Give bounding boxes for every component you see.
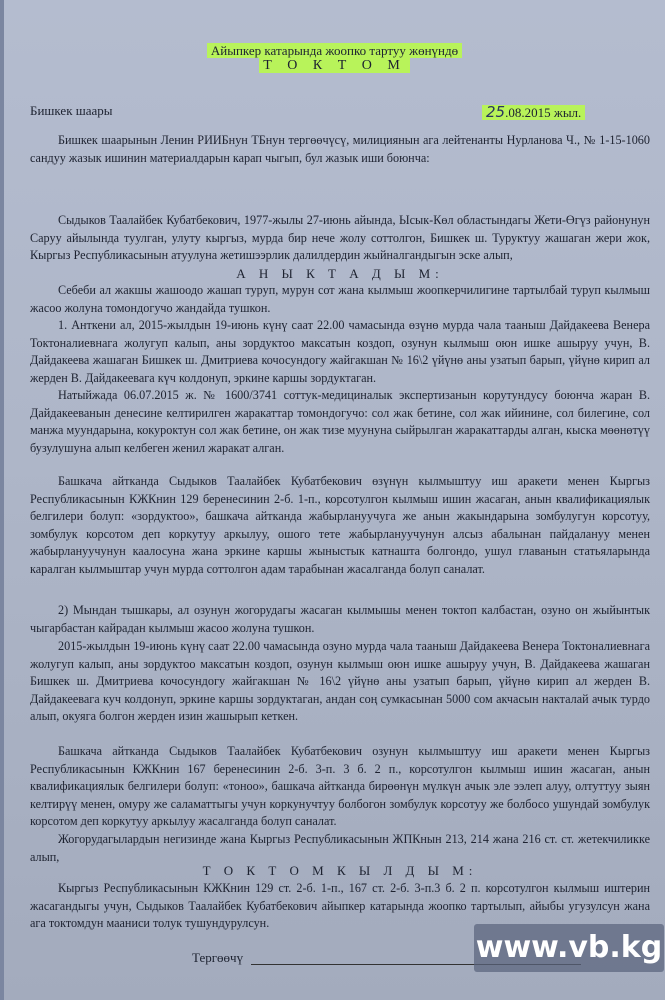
date-rest: .08.2015 жыл. (505, 105, 582, 120)
paragraph-7: Башкача айтканда Сыдыков Таалайбек Кубатбекович озунун кылмыштуу иш аракети менен Кыргыз Республикасынын КЖКнин 167 беренесинин 2-б. 3-п. 3 б. 2 п., корсотулгон кылмыш ишин жасаган, анын квалификациялык белгилери болуп: «тоноо», башкача айтканда бирөөнүн мүлкүн ачык эле ээлеп алуу, олтуттуу зыян келтирүү менен, омуру же саламаттыгы учун коркунучтуу болбогон зомбулук корсотуу же болбосо ушундай зомбулук корсотом деп коркутуу аркылуу жасалганда болуп саналат. (30, 744, 650, 828)
accused-paragraph: Сыдыков Таалайбек Кубатбекович, 1977-жылы 27-июнь айында, Ысык-Көл областындагы Жети-Өгүз районунун Саруу айылында туулган, улуту кыргыз, мурда бир нече жолу соттолгон, Бишкек ш. Туруктуу жашаган жери жок, Кыргыз Республикасынын атуулуна жетишээрлик далилдердин жыйналгандыгын эске алып, (30, 213, 650, 262)
decision-paragraph: Кыргыз Республикасынын КЖКнин 129 ст. 2-б. 1-п., 167 ст. 2-б. 3-п.3 б. 2 п. корсотулгон кылмыш иштерин жасагандыгы учун, Сыдыков Таалайбек Кубатбекович айыпкер катарында жоопко тартылып, айыбы угузулсун жана ага токтомдун мааниси толук тушундурулсун. (30, 881, 650, 930)
establish-heading: А Н Ы К Т А Д Ы М: (236, 266, 444, 281)
intro-paragraph: Бишкек шаарынын Ленин РИИБнун ТБнун тергөөчүсү, милициянын ага лейтенанты Нурланова Ч., № 1-15-1060 сандуу жазык ишинин материалдарын карап чыгып, бул жазык иши боюнча: (30, 133, 650, 165)
paragraph-1: Себеби ал жакшы жашоодо жашап туруп, мурун сот жана кылмыш жоопкерчилигине тартылбай туруп кылмыш жасоо жолуна томондогучо жандайда тушкон. (30, 283, 650, 315)
paragraph-6: 2015-жылдын 19-июнь күнү саат 22.00 чамасында озуно мурда чала тааныш Дайдакеева Венера Токтоналиевнага жолугуп калып, аны зордуктоо максатын коздоп, озунун кылмыш оюн ишке ашыруу учун, В. Дайдакеева жашаган Бишкек ш. Дмитриева кочосундогу жайгакшан № 16\2 үйүнө аны узатып барып, үйүнө кирип ал жерден В. Дайдакеевага куч колдонуп, эркине каршы зордуктаган, андан соң сумкасынан 5000 сом акчасын накталай ачык турдо алып, окуяга болгон жерден изин жашырып кеткен. (30, 639, 650, 723)
signature-label: Тергөөчү (192, 950, 244, 965)
paragraph-8: Жогорудагылардын негизинде жана Кыргыз Республикасынын ЖПКнын 213, 214 жана 216 ст. ст. жетекчиликке алып, (30, 832, 650, 864)
paragraph-3: Натыйжада 06.07.2015 ж. № 1600/3741 соттук-медициналык экспертизанын корутундусу боюнча жаран В. Дайдакееванын денесине келтирилген жаракаттар томондогучо: сол жак бетине, сол жак ийинине, сол билегине, сол манжа муундарына, кокуроктун сол жак бетине, он жак тизе муунуна сыйрылган жаракаттарды алган, кыска мөөнөтүү бузулушуна алып келбеген женил жаракат алган. (30, 388, 650, 455)
site-watermark: www.vb.kg (474, 924, 664, 972)
title-line-2: Т О К Т О М (259, 58, 410, 73)
place-city: Бишкек шаары (30, 103, 113, 118)
paragraph-5: 2) Мындан тышкары, ал озунун жогорудагы жасаган кылмышы менен токтоп калбастан, озуно он жыйынтык чыгарбастан кайрадан кылмыш жасоо жолуна тушкон. (30, 603, 650, 635)
paragraph-2: 1. Анткени ал, 2015-жылдын 19-июнь күнү саат 22.00 чамасында өзүнө мурда чала тааныш Дайдакеева Венера Токтоналиевнага жолугуп калып, аны зордуктоо максатын коздоп, озунун кылмыш оюн ишке ашыруу учун, В. Дайдакеева жашаган Бишкек ш. Дмитриева кочосундогу жайгакшан № 16\2 үйүнө аны узатып барып, үйүнө кирип ал жерден В. Дайдакеевага күч колдонуп, эркине каршы зордуктаган. (30, 318, 650, 385)
date-day-handwritten: 25 (486, 103, 506, 121)
document-date (482, 103, 585, 121)
paragraph-4: Башкача айтканда Сыдыков Таалайбек Кубатбекович өзүнүн кылмыштуу иш аракети менен Кыргыз Республикасынын КЖКнин 129 беренесинин 2-б. 1-п., корсотулгон кылмыш ишин жасаган, анын квалификациялык белгилери болуп: «зордуктоо», башкача айтканда жабырлануучуга же анын жакындарына зомбулугун корсотуу, зомбулук корсотом деп коркутуу аркылуу, ошого тете жабырлануучунун алсыз абалынан пайдалануу менен жабырлануучунун каалосуна жана эркине каршы жыныстык катнашта болгондо, ушул главанын статьяларында каралган кылмыштар учун мурда соттолгон адам тарабынан жасалганда болуп саналат. (30, 474, 650, 576)
title-line-1: Айыпкер катарында жоопко тартуу жөнүндө (207, 43, 462, 58)
document-title (4, 43, 665, 59)
document-page (4, 0, 665, 1000)
decision-heading: Т О К Т О М К Ы Л Д Ы М: (202, 863, 478, 878)
document-title-toktom (4, 58, 665, 74)
